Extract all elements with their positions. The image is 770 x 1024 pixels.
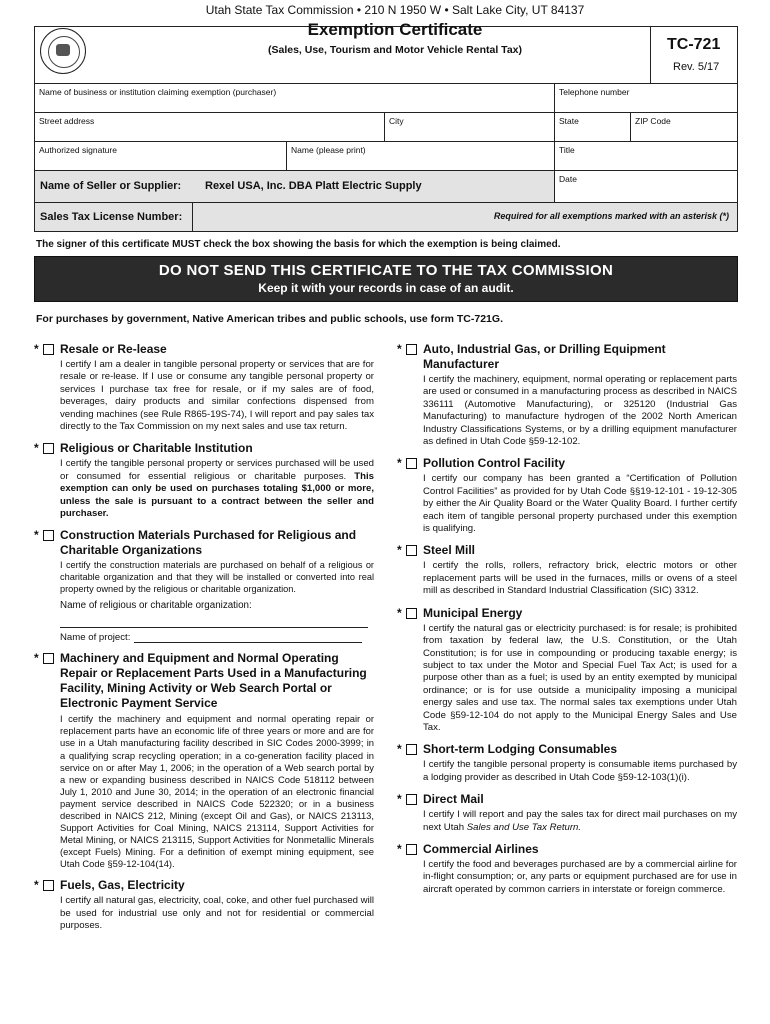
airlines-title: Commercial Airlines (423, 841, 539, 856)
asterisk-mark: * (34, 528, 39, 543)
resale-text: I certify I am a dealer in tangible personal property or services that are for resale or re-lease. If I use or consume any tangible personal property or services I purchase tax free for resale, or if my sales are of food, beverages, dairy products and similar confections dispensed from vending machines (see Rule R865-19S-74), I will report and pay sales tax directly to the Tax Commission on my next sales and use tax return. (60, 359, 374, 433)
lodging-text: I certify the tangible personal property is consumable items purchased by a lodging provider as described in Utah Code §59-12-103(1)(i). (423, 759, 737, 783)
project-name-row (34, 632, 374, 643)
municipal-energy-checkbox[interactable] (406, 608, 417, 619)
authorized-signature-field[interactable] (35, 142, 287, 170)
project-name-input[interactable] (134, 633, 362, 643)
direct-mail-text-plain: I certify I will report and pay the sales tax for direct mail purchases on my next Utah (423, 809, 737, 833)
project-label: Name of project: (60, 632, 131, 644)
business-name-label: Name of business or institution claiming exemption (purchaser) (39, 87, 277, 97)
date-field[interactable] (555, 171, 737, 202)
asterisk-mark: * (397, 742, 402, 757)
direct-mail-text (397, 809, 737, 834)
lodging-checkbox[interactable] (406, 744, 417, 755)
city-field[interactable] (385, 113, 555, 141)
zip-label: ZIP Code (635, 116, 671, 126)
municipal-energy-text: I certify the natural gas or electricity purchased: is for resale; is prohibited from taxation by federal law, the U.S. Constitution, or the Utah Constitution; is for use in compounding or producing taxable energy; is subject to tax under the Motor and Special Fuel Tax Act; is used for a purpose other than as a fuel; is used by an entity exempted by municipal ordinance; or is for use outside a municipality imposing a municipal energy sales and use tax. The normal sales tax exemptions under Utah Code §59-12-104 do not apply to the Municipal Energy Sales and Use Tax. (423, 622, 737, 733)
street-address-label: Street address (39, 116, 95, 126)
asterisk-mark: * (34, 342, 39, 356)
steel-mill-title: Steel Mill (423, 543, 476, 558)
required-note: Required for all exemptions marked with an asterisk (*) (493, 211, 729, 221)
asterisk-mark: * (397, 841, 402, 856)
exemption-religious (34, 441, 374, 520)
airlines-text: I certify the food and beverages purchased are by a commercial airline for in-flight consumption; or, any parts or equipment purchased are for use in aircraft operated by common carriers in interstate or foreign commerce. (423, 858, 737, 895)
asterisk-mark: * (34, 441, 39, 456)
asterisk-mark: * (397, 456, 402, 471)
auto-industrial-text: I certify the machinery, equipment, normal operating or replacement parts are used or consumed in a manufacturing process as described in NAICS 336111 (Automotive Manufacturing), or 325120 (Industrial Gas Manufacturing) to manufacture hydrogen of the 2002 North American Industry Classifications Systems, or by a drilling equipment manufacturer as defined in Utah Code §59-12-102. (423, 374, 737, 448)
direct-mail-text-italic: Sales and Use Tax Return. (466, 821, 582, 833)
auto-industrial-title: Auto, Industrial Gas, or Drilling Equipment Manufacturer (423, 342, 666, 371)
exemption-fuels (34, 878, 374, 932)
agency-address: Utah State Tax Commission • 210 N 1950 W • Salt Lake City, UT 84137 (205, 3, 585, 17)
asterisk-mark: * (397, 543, 402, 558)
exemption-airlines (397, 842, 737, 896)
fuels-checkbox[interactable] (43, 880, 54, 891)
license-label-cell (35, 203, 193, 231)
city-label: City (389, 116, 404, 126)
banner-heading: DO NOT SEND THIS CERTIFICATE TO THE TAX COMMISSION (158, 262, 614, 279)
purchaser-info-grid (34, 84, 738, 232)
exemption-auto-industrial (397, 342, 737, 448)
print-name-label: Name (please print) (291, 145, 366, 155)
form-number-box (650, 26, 738, 84)
fuels-text: I certify all natural gas, electricity, coal, coke, and other fuel purchased will be used for industrial use only and not for residential or commercial purposes. (60, 895, 374, 932)
asterisk-mark: * (397, 605, 402, 620)
form-subtitle: (Sales, Use, Tourism and Motor Vehicle Rental Tax) (267, 44, 522, 56)
government-note: For purchases by government, Native American tribes and public schools, use form TC-721G. (36, 313, 503, 325)
airlines-checkbox[interactable] (406, 844, 417, 855)
zip-field[interactable] (631, 113, 737, 141)
asterisk-mark: * (34, 878, 39, 893)
pollution-text: I certify our company has been granted a “Certification of Pollution Control Facilities” as provided for by Utah Code §§19-12-101 - 19-12-305 by either the Air Quality Board or the Water Quality Board. I further certify each item of tangible personal property purchased under this exemption is qualifying. (423, 473, 737, 535)
header-text (150, 0, 640, 56)
exemption-resale (34, 342, 374, 433)
form-revision: Rev. 5/17 (673, 61, 720, 73)
exemption-steel-mill (397, 543, 737, 597)
banner-subheading: Keep it with your records in case of an audit. (258, 281, 514, 295)
signature-label: Authorized signature (39, 145, 117, 155)
right-exemption-column (397, 342, 737, 904)
state-label: State (559, 116, 579, 126)
direct-mail-checkbox[interactable] (406, 794, 417, 805)
lodging-title: Short-term Lodging Consumables (423, 742, 618, 757)
construction-text: I certify the construction materials are purchased on behalf of a religious or charitable organization and that they will be installed or converted into real property owned by the religious or charitable organization. (60, 560, 374, 595)
pollution-title: Pollution Control Facility (423, 456, 565, 471)
machinery-checkbox[interactable] (43, 653, 54, 664)
organization-label: Name of religious or charitable organization: (60, 599, 252, 611)
state-seal-icon (40, 28, 86, 74)
resale-checkbox[interactable] (43, 344, 54, 355)
religious-text-plain: I certify the tangible personal property or services purchased will be used or consumed for essential religious or charitable purposes. (60, 458, 374, 482)
organization-name-input[interactable] (60, 612, 368, 628)
religious-text-bold: This exemption can only be used on purchases totaling $1,000 or more, unless the sale is pursuant to a contract between the seller and purchaser. (60, 470, 374, 520)
asterisk-mark: * (397, 342, 402, 356)
exemption-lodging (397, 742, 737, 784)
license-number-field[interactable] (193, 203, 737, 231)
do-not-send-banner (34, 256, 738, 302)
telephone-label: Telephone number (559, 87, 630, 97)
business-name-field[interactable] (35, 84, 555, 112)
seller-label: Name of Seller or Supplier: (40, 180, 182, 192)
construction-checkbox[interactable] (43, 530, 54, 541)
license-label: Sales Tax License Number: (40, 211, 183, 223)
construction-title: Construction Materials Purchased for Religious and Charitable Organizations (60, 528, 357, 558)
date-label: Date (559, 174, 577, 184)
telephone-field[interactable] (555, 84, 737, 112)
exemption-direct-mail (397, 792, 737, 834)
exemption-municipal-energy (397, 606, 737, 735)
street-address-field[interactable] (35, 113, 385, 141)
seller-value: Rexel USA, Inc. DBA Platt Electric Supply (205, 180, 422, 192)
asterisk-mark: * (34, 651, 39, 666)
left-exemption-column (34, 342, 374, 941)
title-label: Title (559, 145, 575, 155)
asterisk-mark: * (397, 792, 402, 807)
direct-mail-title: Direct Mail (423, 792, 484, 807)
title-field[interactable] (555, 142, 737, 170)
steel-mill-checkbox[interactable] (406, 545, 417, 556)
auto-industrial-checkbox[interactable] (406, 344, 417, 355)
religious-checkbox[interactable] (43, 443, 54, 454)
print-name-field[interactable] (287, 142, 555, 170)
signer-instruction: The signer of this certificate MUST check the box showing the basis for which the exemption is being claimed. (36, 239, 561, 250)
religious-title: Religious or Charitable Institution (60, 441, 253, 456)
fuels-title: Fuels, Gas, Electricity (60, 878, 185, 893)
seller-name-field (35, 171, 555, 202)
form-number: TC-721 (667, 36, 721, 53)
pollution-checkbox[interactable] (406, 458, 417, 469)
steel-mill-text: I certify the rolls, rollers, refractory brick, electric motors or other replacement parts will be used in the furnaces, mills or ovens of a steel mill as described in Standard Industrial Classification (SIC) 3312. (423, 560, 737, 597)
exemption-construction (34, 528, 374, 643)
municipal-energy-title: Municipal Energy (423, 605, 523, 620)
religious-text (34, 458, 374, 520)
form-title: Exemption Certificate (307, 20, 483, 39)
resale-title: Resale or Re-lease (60, 342, 167, 356)
state-field[interactable] (555, 113, 631, 141)
exemption-pollution (397, 456, 737, 535)
machinery-text: I certify the machinery and equipment and normal operating repair or replacement parts have an economic life of three years or more and are for use in a Utah manufacturing facility described in SIC Codes 2000-3999; in a qualifying scrap recycling operation; in a co-generation facility placed in service on or after May 1, 2006; in the operation of a Web search portal by a new or expanding business described in NAICS Code 518112 between July 1, 2010 and June 30, 2014; in the operation of an electronic financial payment service described in NAICS Code 522320; or in a business described in NAICS 212, Mining (except Oil and Gas), or NAICS 213113, Support Activities for Coal Mining, NAICS 213114, Support Activities for Metal Mining, or NAICS 213115, Support Activities for Nonmetallic Minerals (except Fuels) Mining. For a definition of exempt mining equipment, see Utah Code §59-12-104(14). (60, 713, 374, 870)
machinery-title: Machinery and Equipment and Normal Operating Repair or Replacement Parts Used in a Manufacturing Facility, Mining Activity or Web Search Portal or Electronic Payment Service (60, 651, 367, 711)
exemption-machinery (34, 651, 374, 870)
